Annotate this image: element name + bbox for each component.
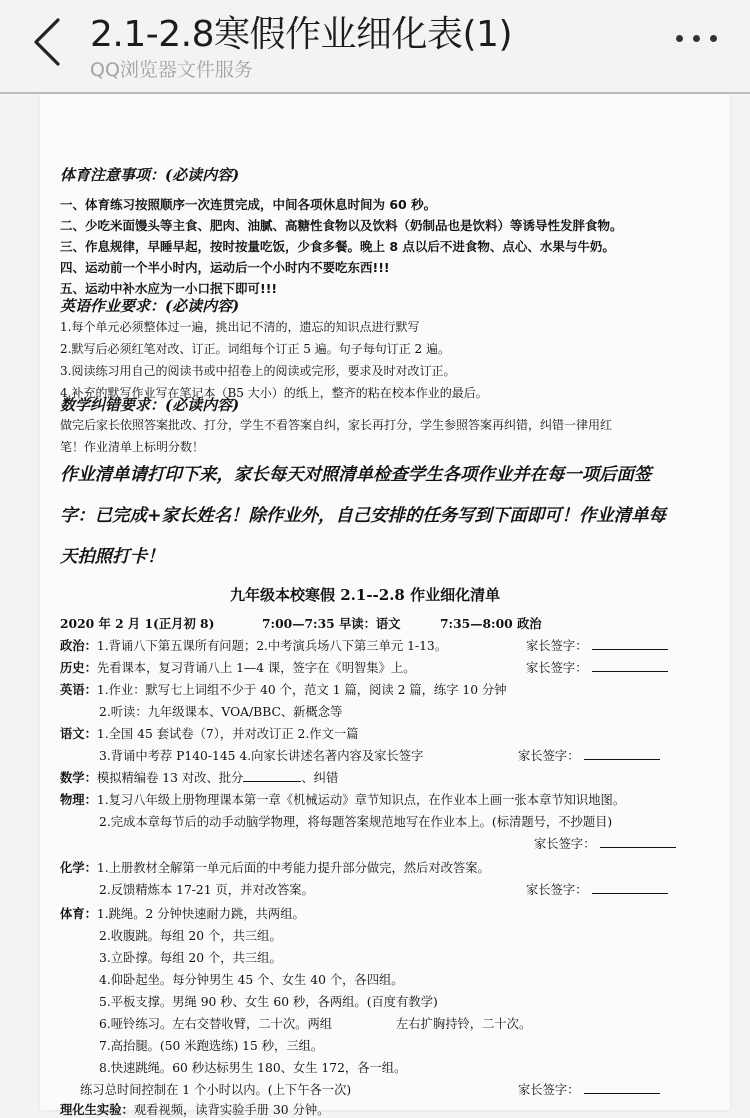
chemistry-label: 化学： <box>60 860 97 875</box>
page-subtitle: QQ浏览器文件服务 <box>90 59 253 81</box>
math-text: 模拟精编卷 13 对改、批分 <box>96 771 244 785</box>
pe-item-8: 8.快速跳绳。60 秒达标男生 180、女生 172，各一组。 <box>99 1061 407 1075</box>
notice-line-2: 字：已完成+家长姓名！除作业外，自己安排的任务写到下面即可！作业清单每 <box>60 506 666 526</box>
english-note-4: 4.补充的默写作业写在笔记本（B5 大小）的纸上，整齐的粘在校本作业的最后。 <box>60 386 488 400</box>
pe-item-5: 5.平板支撑。男绳 90 秒、女生 60 秒，各两组。(百度有教学) <box>99 995 438 1009</box>
history-row <box>60 658 416 676</box>
math-note-1: 做完后家长依照答案批改、打分，学生不看答案自纠，家长再打分，学生参照答案再纠错，纠错一律用红 <box>60 418 613 432</box>
chinese-text-1: 1.全国 45 套试卷（7），并对改订正 2.作文一篇 <box>96 727 359 741</box>
pe-total-time: 练习总时间控制在 1 个小时以内。(上下午各一次) <box>80 1083 352 1097</box>
chinese-row-2 <box>99 746 423 764</box>
physics-row-1 <box>60 790 625 808</box>
parent-sign-history[interactable] <box>526 658 668 676</box>
math-tail: 、纠错 <box>301 771 339 785</box>
pe-label: 体育： <box>60 906 97 921</box>
politics-label: 政治： <box>60 638 97 653</box>
document-page <box>40 94 730 1117</box>
math-notes-heading: 数学纠错要求：(必读内容) <box>60 396 240 414</box>
sign-label: 家长签字： <box>526 639 588 653</box>
schedule-date: 2020 年 2 月 1(正月初 8) <box>60 616 215 631</box>
pe-item-7: 7.高抬腿。(50 米跑选练) 15 秒，三组。 <box>99 1039 324 1053</box>
sign-line <box>584 747 660 760</box>
sign-line <box>592 881 668 894</box>
page-title: 2.1-2.8寒假作业细化表(1) <box>90 14 512 55</box>
english-note-3: 3.阅读练习用自己的阅读书或中招卷上的阅读或完形，要求及时对改订正。 <box>60 364 456 378</box>
chemistry-row-1 <box>60 858 490 876</box>
math-label: 数学： <box>60 770 97 785</box>
english-row-1 <box>60 680 507 698</box>
sign-line <box>600 835 676 848</box>
parent-sign-physics[interactable] <box>534 834 676 852</box>
politics-time: 7:35—8:00 政治 <box>440 616 542 631</box>
back-button[interactable] <box>28 14 68 70</box>
parent-sign-chinese[interactable] <box>518 746 660 764</box>
pe-item-6: 6.哑铃练习。左右交替收臂，二十次。两组 <box>99 1017 333 1031</box>
pe-item-3: 3.立卧撑。每组 20 个，共三组。 <box>99 951 282 965</box>
english-label: 英语： <box>60 682 97 697</box>
pe-item-4: 4.仰卧起坐。每分钟男生 45 个、女生 40 个，各四组。 <box>99 973 404 987</box>
sign-line <box>584 1081 660 1094</box>
parent-sign-pe[interactable] <box>518 1080 660 1098</box>
sign-label: 家长签字： <box>534 837 596 851</box>
english-text-1: 1.作业：默写七上词组不少于 40 个，范文 1 篇，阅读 2 篇，练字 10 分钟 <box>96 683 507 697</box>
notice-line-1: 作业清单请打印下来，家长每天对照清单检查学生各项作业并在每一项后面签 <box>60 465 652 485</box>
english-row-2 <box>99 702 342 720</box>
pe-note-4: 四、运动前一个半小时内，运动后一个小时内不要吃东西!!! <box>60 260 390 275</box>
lab-row <box>60 1100 329 1118</box>
physics-text-1: 1.复习八年级上册物理课本第一章《机械运动》章节知识点，在作业本上画一张本章节知识地图。 <box>96 793 626 807</box>
chemistry-text-2: 2.反馈精炼本 17-21 页，并对改答案。 <box>99 883 314 897</box>
top-bar <box>0 0 750 92</box>
math-note-2: 笔！作业清单上标明分数！ <box>60 440 205 454</box>
history-label: 历史： <box>60 660 97 675</box>
lab-label: 理化生实验： <box>60 1102 134 1117</box>
sign-line <box>592 659 668 672</box>
more-options-button[interactable] <box>672 26 722 50</box>
chinese-label: 语文： <box>60 726 97 741</box>
english-text-2: 2.听读：九年级课本、VOA/BBC、新概念等 <box>99 705 343 719</box>
parent-sign-chemistry[interactable] <box>526 880 668 898</box>
math-score-blank[interactable] <box>243 770 301 782</box>
pe-row-1 <box>60 904 305 922</box>
notice-line-3: 天拍照打卡！ <box>60 547 165 567</box>
lab-text: 观看视频，读背实验手册 30 分钟。 <box>133 1103 330 1117</box>
pe-item-6-tail: 左右扩胸持铃，二十次。 <box>396 1017 532 1031</box>
chemistry-row-2 <box>99 880 314 898</box>
pe-notes-heading: 体育注意事项：(必读内容) <box>60 166 240 184</box>
morning-read-time: 7:00—7:35 早读：语文 <box>262 616 401 631</box>
english-note-1: 1.每个单元必须整体过一遍，挑出记不清的，遗忘的知识点进行默写 <box>60 320 420 334</box>
history-text: 先看课本，复习背诵八上 1—4 课，签字在《明智集》上。 <box>96 661 416 675</box>
pe-item-1: 1.跳绳。2 分钟快速耐力跳，共两组。 <box>96 907 305 921</box>
sign-label: 家长签字： <box>518 749 580 763</box>
physics-label: 物理： <box>60 792 97 807</box>
pe-note-5: 五、运动中补水应为一小口抿下即可!!! <box>60 281 278 296</box>
pe-item-2: 2.收腹跳。每组 20 个，共三组。 <box>99 929 282 943</box>
sign-label: 家长签字： <box>518 1083 580 1097</box>
pe-note-3: 三、作息规律，早睡早起，按时按量吃饭，少食多餐。晚上 8 点以后不进食物、点心、水果与牛奶。 <box>60 239 615 254</box>
parent-sign-politics[interactable] <box>526 636 668 654</box>
chemistry-text-1: 1.上册教材全解第一单元后面的中考能力提升部分做完，然后对改答案。 <box>96 861 490 875</box>
pe-note-2: 二、少吃米面馒头等主食、肥肉、油腻、高糖性食物以及饮料（奶制品也是饮料）等诱导性发胖食物。 <box>60 218 623 233</box>
sign-label: 家长签字： <box>526 883 588 897</box>
pe-note-1: 一、体育练习按照顺序一次连贯完成，中间各项休息时间为 60 秒。 <box>60 197 437 212</box>
chevron-left-icon <box>28 14 68 70</box>
chinese-text-2: 3.背诵中考荐 P140-145 4.向家长讲述名著内容及家长签字 <box>99 749 424 763</box>
sign-line <box>592 637 668 650</box>
math-row <box>60 768 338 786</box>
schedule-title: 九年级本校寒假 2.1--2.8 作业细化清单 <box>230 586 501 604</box>
english-notes-heading: 英语作业要求：(必读内容) <box>60 297 240 315</box>
chinese-row-1 <box>60 724 358 742</box>
politics-row <box>60 636 447 654</box>
physics-text-2: 2.完成本章每节后的动手动脑学物理，将每题答案规范地写在作业本上。(标清题号，不抄题目) <box>99 815 613 829</box>
physics-row-2 <box>99 812 612 830</box>
english-note-2: 2.默写后必须红笔对改、订正。词组每个订正 5 遍。句子每句订正 2 遍。 <box>60 342 450 356</box>
politics-text: 1.背诵八下第五课所有问题；2.中考演兵场八下第三单元 1-13。 <box>96 639 448 653</box>
sign-label: 家长签字： <box>526 661 588 675</box>
